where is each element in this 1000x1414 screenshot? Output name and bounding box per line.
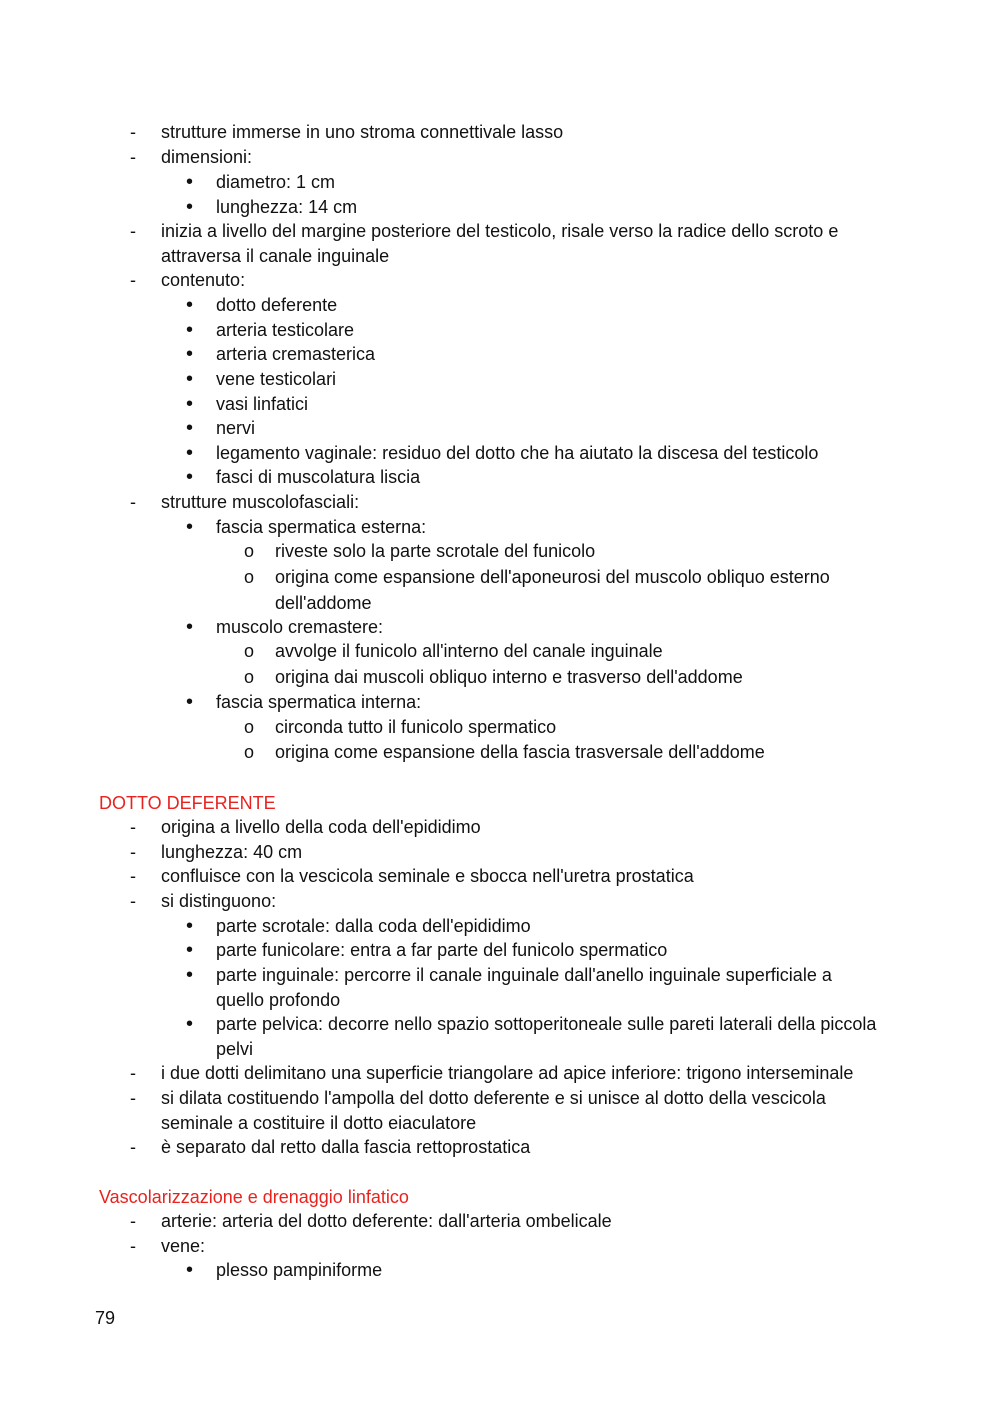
dash-marker: -	[130, 1211, 136, 1231]
list-item: parte inguinale: percorre il canale inguinale dall'anello inguinale superficiale a	[216, 965, 832, 985]
bullet-marker: •	[186, 466, 194, 488]
list-item-continuation: dell'addome	[275, 593, 372, 613]
bullet-marker: •	[186, 417, 194, 439]
bullet-marker: •	[186, 368, 194, 390]
bullet-marker: •	[186, 442, 194, 464]
list-item: confluisce con la vescicola seminale e sbocca nell'uretra prostatica	[161, 866, 694, 886]
bullet-marker: •	[186, 691, 194, 713]
dash-marker: -	[130, 1088, 136, 1108]
circle-marker: o	[244, 667, 255, 687]
list-item: fascia spermatica interna:	[216, 692, 422, 712]
list-item: circonda tutto il funicolo spermatico	[275, 717, 557, 737]
bullet-marker: •	[186, 1259, 194, 1281]
list-item: vene:	[161, 1236, 206, 1256]
bullet-marker: •	[186, 171, 194, 193]
list-item: nervi	[216, 418, 256, 438]
list-item: dotto deferente	[216, 295, 338, 315]
list-item: riveste solo la parte scrotale del funicolo	[275, 541, 596, 561]
bullet-marker: •	[186, 294, 194, 316]
list-item: vene testicolari	[216, 369, 337, 389]
dash-marker: -	[130, 122, 136, 142]
list-item: lunghezza: 40 cm	[161, 842, 303, 862]
circle-marker: o	[244, 742, 255, 762]
dash-marker: -	[130, 221, 136, 241]
section-heading: Vascolarizzazione e drenaggio linfatico	[99, 1187, 409, 1207]
list-item: inizia a livello del margine posteriore del testicolo, risale verso la radice dello scroto e	[161, 221, 839, 241]
list-item: parte pelvica: decorre nello spazio sottoperitoneale sulle pareti laterali della piccola	[216, 1014, 877, 1034]
list-item: parte scrotale: dalla coda dell'epididimo	[216, 916, 531, 936]
bullet-marker: •	[186, 393, 194, 415]
list-item: contenuto:	[161, 270, 246, 290]
dash-marker: -	[130, 866, 136, 886]
dash-marker: -	[130, 492, 136, 512]
section-heading: DOTTO DEFERENTE	[99, 793, 276, 813]
bullet-marker: •	[186, 915, 194, 937]
list-item-continuation: attraversa il canale inguinale	[161, 246, 390, 266]
list-item: origina come espansione della fascia trasversale dell'addome	[275, 742, 765, 762]
list-item: arteria testicolare	[216, 320, 355, 340]
list-item: origina dai muscoli obliquo interno e trasverso dell'addome	[275, 667, 743, 687]
list-item: dimensioni:	[161, 147, 253, 167]
dash-marker: -	[130, 1236, 136, 1256]
list-item: origina come espansione dell'aponeurosi del muscolo obliquo esterno	[275, 567, 830, 587]
circle-marker: o	[244, 567, 255, 587]
dash-marker: -	[130, 270, 136, 290]
page-number: 79	[95, 1308, 116, 1328]
bullet-marker: •	[186, 964, 194, 986]
list-item: avvolge il funicolo all'interno del canale inguinale	[275, 641, 663, 661]
list-item-continuation: seminale a costituire il dotto eiaculatore	[161, 1113, 477, 1133]
bullet-marker: •	[186, 196, 194, 218]
bullet-marker: •	[186, 616, 194, 638]
list-item: origina a livello della coda dell'epididimo	[161, 817, 481, 837]
list-item: vasi linfatici	[216, 394, 309, 414]
circle-marker: o	[244, 541, 255, 561]
dash-marker: -	[130, 817, 136, 837]
list-item: fascia spermatica esterna:	[216, 517, 427, 537]
bullet-marker: •	[186, 319, 194, 341]
bullet-marker: •	[186, 343, 194, 365]
list-item: plesso pampiniforme	[216, 1260, 383, 1280]
list-item: è separato dal retto dalla fascia rettoprostatica	[161, 1137, 531, 1157]
list-item: si dilata costituendo l'ampolla del dotto deferente e si unisce al dotto della vescicola	[161, 1088, 826, 1108]
list-item: legamento vaginale: residuo del dotto che ha aiutato la discesa del testicolo	[216, 443, 819, 463]
list-item: parte funicolare: entra a far parte del funicolo spermatico	[216, 940, 668, 960]
list-item: strutture muscolofasciali:	[161, 492, 360, 512]
bullet-marker: •	[186, 1013, 194, 1035]
dash-marker: -	[130, 891, 136, 911]
list-item: muscolo cremastere:	[216, 617, 384, 637]
list-item: arteria cremasterica	[216, 344, 376, 364]
list-item: i due dotti delimitano una superficie triangolare ad apice inferiore: trigono interseminale	[161, 1063, 854, 1083]
list-item: fasci di muscolatura liscia	[216, 467, 421, 487]
dash-marker: -	[130, 1137, 136, 1157]
bullet-marker: •	[186, 939, 194, 961]
circle-marker: o	[244, 717, 255, 737]
bullet-marker: •	[186, 516, 194, 538]
dash-marker: -	[130, 1063, 136, 1083]
list-item: diametro: 1 cm	[216, 172, 336, 192]
list-item: lunghezza: 14 cm	[216, 197, 358, 217]
circle-marker: o	[244, 641, 255, 661]
dash-marker: -	[130, 147, 136, 167]
dash-marker: -	[130, 842, 136, 862]
list-item: arterie: arteria del dotto deferente: dall'arteria ombelicale	[161, 1211, 612, 1231]
list-item: si distinguono:	[161, 891, 277, 911]
list-item-continuation: pelvi	[216, 1039, 254, 1059]
list-item: strutture immerse in uno stroma connettivale lasso	[161, 122, 564, 142]
list-item-continuation: quello profondo	[216, 990, 341, 1010]
